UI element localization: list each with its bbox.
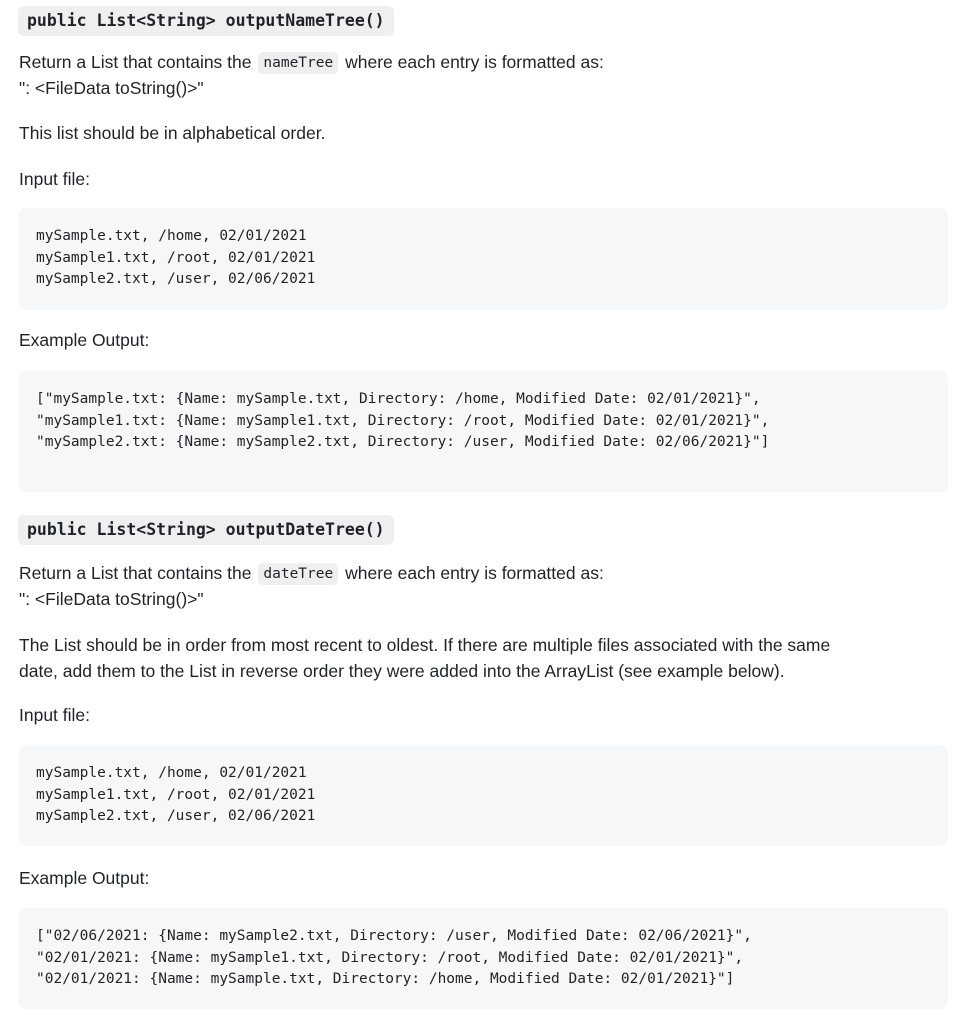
code-line: ["02/06/2021: {Name: mySample2.txt, Directory: /user, Modified Date: 02/06/2021}", [36, 928, 752, 944]
example-output-code-block [18, 371, 948, 492]
example-output-label: Example Output: [19, 868, 150, 888]
format-line: ": <FileData toString()>" [19, 589, 204, 609]
description-suffix: where each entry is formatted as: [345, 563, 604, 583]
order-note-line: date, add them to the List in reverse order they were added into the ArrayList (see example below). [19, 661, 785, 681]
description-line [19, 49, 939, 75]
input-file-label: Input file: [19, 169, 91, 189]
code-line: mySample.txt, /home, 02/01/2021 [36, 228, 307, 244]
code-line: "02/01/2021: {Name: mySample1.txt, Directory: /root, Modified Date: 02/01/2021}", [36, 949, 744, 966]
input-file-code-block [18, 745, 948, 846]
code-line: mySample2.txt, /user, 02/06/2021 [36, 808, 316, 824]
code-line: mySample2.txt, /user, 02/06/2021 [36, 271, 316, 287]
format-line: ": <FileData toString()>" [19, 78, 204, 98]
name-tree-description [19, 49, 939, 101]
code-line: mySample1.txt, /root, 02/01/2021 [36, 249, 316, 266]
description-prefix: Return a List that contains the [19, 563, 252, 583]
example-output-label: Example Output: [19, 330, 150, 350]
code-line: "mySample1.txt: {Name: mySample1.txt, Directory: /root, Modified Date: 02/01/2021}", [36, 412, 770, 429]
description-suffix: where each entry is formatted as: [345, 52, 604, 72]
code-line: "mySample2.txt: {Name: mySample2.txt, Directory: /user, Modified Date: 02/06/2021}"] [36, 434, 770, 450]
code-line: "02/01/2021: {Name: mySample.txt, Directory: /home, Modified Date: 02/01/2021}"] [36, 971, 735, 987]
method-signature-name-tree: public List<String> outputNameTree() [18, 6, 394, 36]
date-order-note [19, 632, 939, 684]
inline-code-date-tree: dateTree [258, 563, 338, 585]
method-signature-date-tree: public List<String> outputDateTree() [18, 515, 394, 545]
date-tree-description [19, 560, 939, 612]
alphabetical-order-note: This list should be in alphabetical order. [19, 123, 326, 143]
input-file-code-block [18, 208, 948, 310]
code-line: mySample.txt, /home, 02/01/2021 [36, 765, 307, 781]
description-prefix: Return a List that contains the [19, 52, 252, 72]
inline-code-name-tree: nameTree [258, 52, 338, 74]
input-file-label: Input file: [19, 705, 91, 725]
order-note-line: The List should be in order from most recent to oldest. If there are multiple files associated with the same [19, 635, 831, 655]
code-line: ["mySample.txt: {Name: mySample.txt, Directory: /home, Modified Date: 02/01/2021}", [36, 391, 761, 407]
example-output-code-block [18, 908, 948, 1009]
description-line [19, 560, 939, 586]
code-line: mySample1.txt, /root, 02/01/2021 [36, 786, 316, 803]
